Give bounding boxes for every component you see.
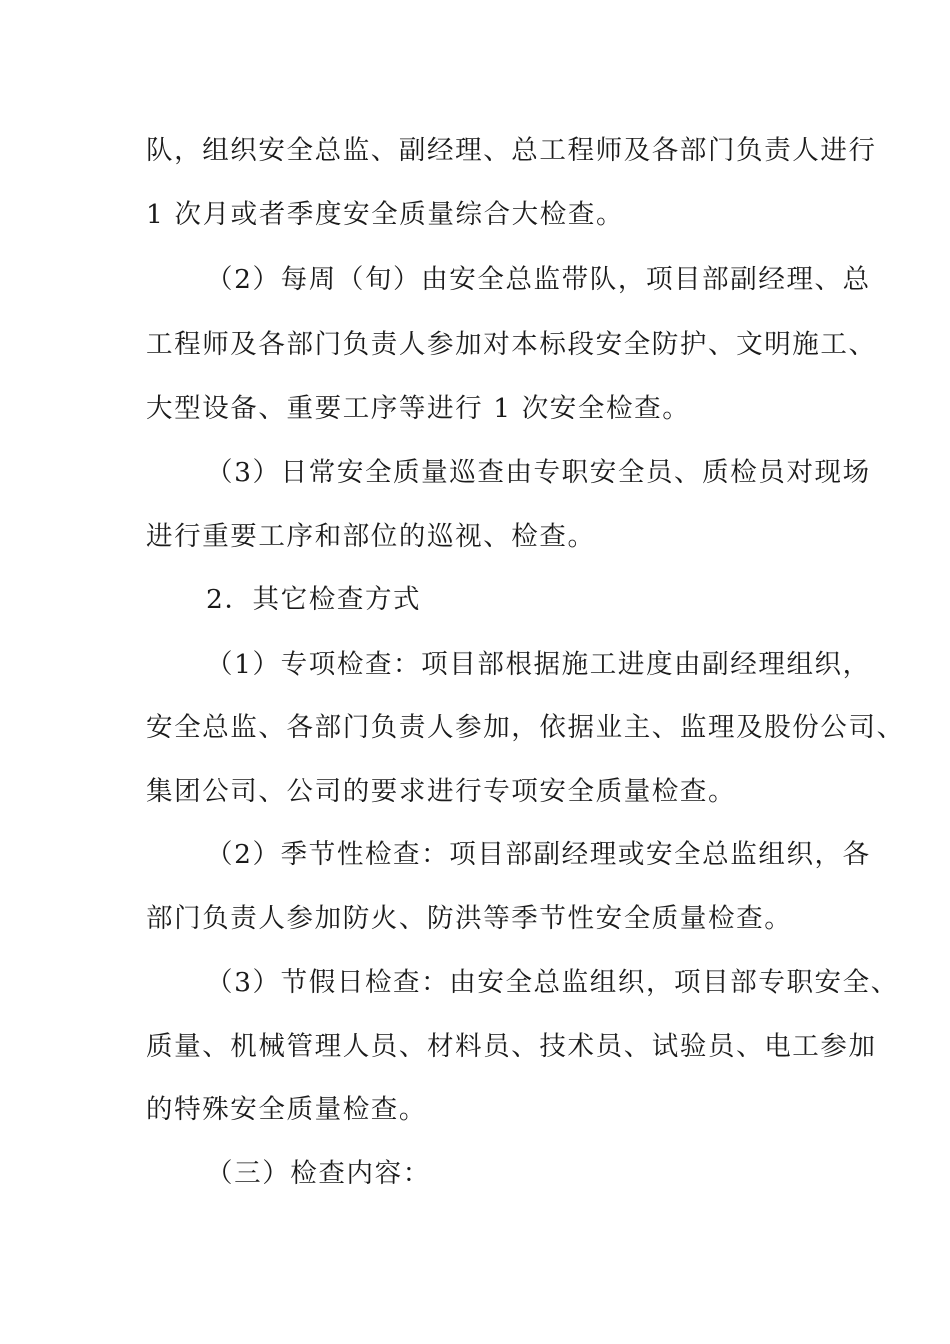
paragraph-line: （3）日常安全质量巡查由专职安全员、质检员对现场 xyxy=(206,457,871,488)
paragraph-line: （2）每周（旬）由安全总监带队，项目部副经理、总 xyxy=(206,264,871,295)
section-heading: 2．其它检查方式 xyxy=(206,584,422,615)
paragraph-line: 安全总监、各部门负责人参加，依据业主、监理及股份公司、 xyxy=(146,712,905,743)
paragraph-line: 进行重要工序和部位的巡视、检查。 xyxy=(146,521,596,552)
paragraph-line: 队，组织安全总监、副经理、总工程师及各部门负责人进行 xyxy=(146,135,877,166)
paragraph-line: （1）专项检查：项目部根据施工进度由副经理组织， xyxy=(206,649,871,680)
paragraph-line: 集团公司、公司的要求进行专项安全质量检查。 xyxy=(146,776,737,807)
section-heading: （三）检查内容： xyxy=(206,1158,431,1189)
paragraph-line: 部门负责人参加防火、防洪等季节性安全质量检查。 xyxy=(146,903,793,934)
paragraph-line: 1 次月或者季度安全质量综合大检查。 xyxy=(146,199,625,230)
paragraph-line: 质量、机械管理人员、材料员、技术员、试验员、电工参加 xyxy=(146,1031,877,1062)
paragraph-line: 工程师及各部门负责人参加对本标段安全防护、文明施工、 xyxy=(146,329,877,360)
paragraph-line: （2）季节性检查：项目部副经理或安全总监组织，各 xyxy=(206,839,871,870)
paragraph-line: 大型设备、重要工序等进行 1 次安全检查。 xyxy=(146,393,691,424)
paragraph-line: （3）节假日检查：由安全总监组织，项目部专职安全、 xyxy=(206,967,899,998)
paragraph-line: 的特殊安全质量检查。 xyxy=(146,1094,427,1125)
